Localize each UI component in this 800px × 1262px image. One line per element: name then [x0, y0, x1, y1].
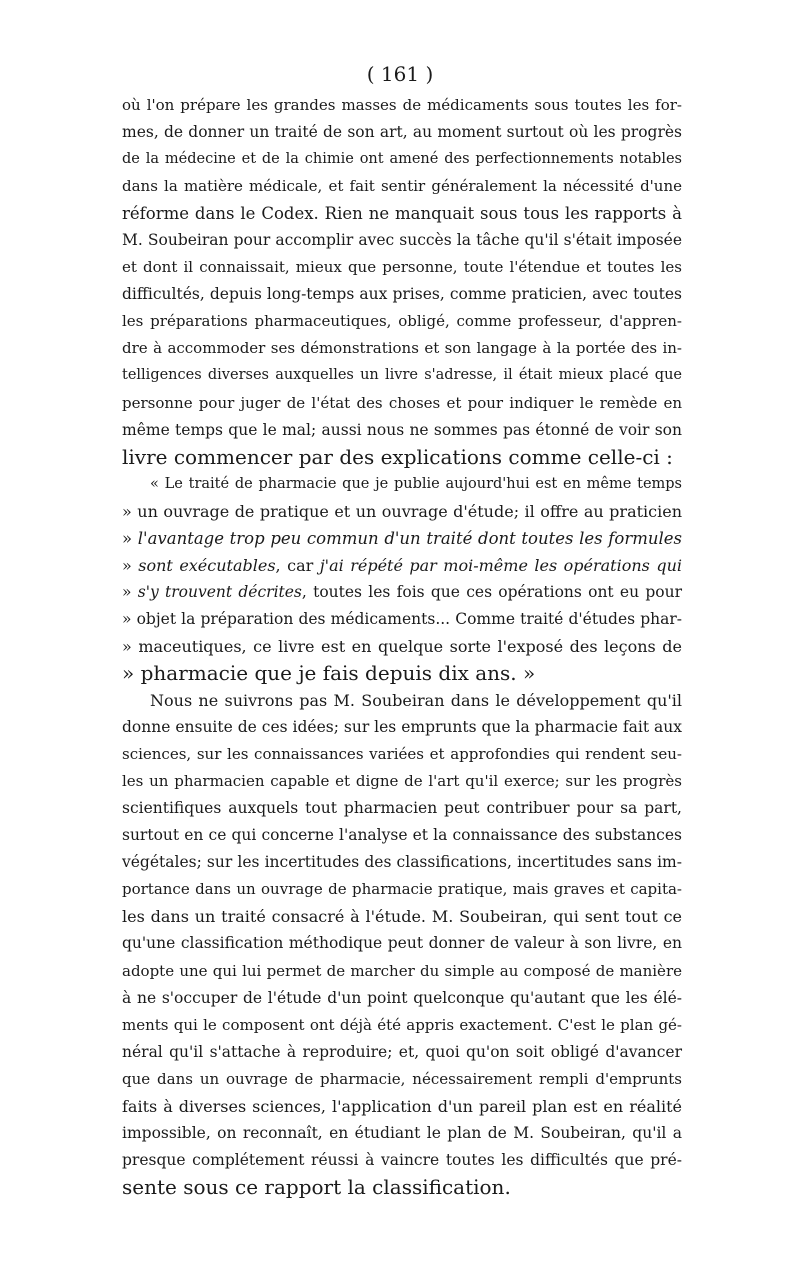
- text-line: [122, 308, 682, 335]
- text-line: [122, 281, 682, 308]
- text-segment: que dans un ouvrage de pharmacie, nécessairement rempli d'emprunts: [122, 1069, 682, 1088]
- text-segment: , car: [275, 555, 320, 575]
- text-segment: , toutes les fois que ces opérations ont eu pour: [301, 582, 683, 601]
- text-segment: » un ouvrage de pratique et un ouvrage d'étude; il offre au praticien: [122, 501, 682, 521]
- text-segment: » pharmacie que je fais depuis dix ans. »: [122, 660, 536, 685]
- text-line: [122, 525, 682, 552]
- italic-text: s'y trouvent décrites: [137, 582, 302, 601]
- text-segment: livre commencer par des explications comme celle-ci :: [122, 444, 673, 469]
- text-segment: « Le traité de pharmacie que je publie aujourd'hui est en même temps: [150, 475, 682, 492]
- body-text: [122, 92, 682, 1201]
- text-line: [122, 985, 682, 1012]
- italic-text: j'ai répété par moi-même les opérations qui: [319, 555, 682, 575]
- text-segment: végétales; sur les incertitudes des classifications, incertitudes sans im-: [122, 853, 682, 872]
- text-segment: les préparations pharmaceutiques, obligé, comme professeur, d'appren-: [122, 312, 682, 331]
- text-line: [122, 119, 682, 146]
- text-line: [122, 390, 682, 417]
- text-line: [122, 714, 682, 741]
- text-segment: Nous ne suivrons pas M. Soubeiran dans le développement qu'il: [150, 691, 682, 711]
- text-segment: à ne s'occuper de l'étude d'un point quelconque qu'autant que les élé-: [122, 988, 682, 1007]
- text-line: [122, 876, 682, 903]
- text-segment: adopte une qui lui permet de marcher du simple au composé de manière: [122, 961, 682, 980]
- text-line: [122, 362, 682, 389]
- text-line: [122, 444, 682, 471]
- text-line: [122, 471, 682, 498]
- text-line: [122, 417, 682, 444]
- text-line: [122, 92, 682, 119]
- text-line: [122, 903, 682, 930]
- text-line: [122, 660, 682, 687]
- text-segment: personne pour juger de l'état des choses et pour indiquer le remède en: [122, 393, 682, 412]
- text-line: [122, 173, 682, 200]
- page-number: ( 161 ): [366, 62, 434, 86]
- text-segment: »: [122, 555, 139, 575]
- text-line: [122, 958, 682, 985]
- text-segment: donne ensuite de ces idées; sur les emprunts que la pharmacie fait aux: [122, 718, 682, 737]
- italic-text: l'avantage trop peu commun d'un traité dont toutes les formules: [137, 528, 683, 548]
- text-segment: portance dans un ouvrage de pharmacie pratique, mais graves et capita-: [122, 880, 682, 899]
- text-line: [122, 633, 682, 660]
- text-line: [122, 498, 682, 525]
- text-segment: sciences, sur les connaissances variées et approfondies qui rendent seu-: [122, 745, 682, 764]
- text-line: [122, 1093, 682, 1120]
- text-line: [122, 768, 682, 795]
- italic-text: sont exécutables: [138, 555, 276, 575]
- text-segment: presque complétement réussi à vaincre toutes les difficultés que pré-: [122, 1150, 682, 1169]
- text-segment: les un pharmacien capable et digne de l'art qu'il exerce; sur les progrès: [122, 772, 682, 791]
- text-segment: les dans un traité consacré à l'étude. M. Soubeiran, qui sent tout ce: [122, 907, 682, 927]
- text-line: [122, 1120, 682, 1147]
- text-line: [122, 200, 682, 227]
- text-segment: »: [122, 582, 138, 601]
- text-line: [122, 1039, 682, 1066]
- text-segment: faits à diverses sciences, l'application d'un pareil plan est en réalité: [122, 1096, 682, 1116]
- text-segment: qu'une classification méthodique peut donner de valeur à son livre, en: [122, 934, 682, 953]
- text-line: [122, 552, 682, 579]
- text-line: [122, 795, 682, 822]
- text-segment: M. Soubeiran pour accomplir avec succès la tâche qu'il s'était imposée: [122, 231, 682, 250]
- text-line: [122, 227, 682, 254]
- text-line: [122, 1012, 682, 1039]
- text-segment: »: [122, 528, 138, 548]
- text-segment: » maceutiques, ce livre est en quelque sorte l'exposé des leçons de: [122, 636, 682, 656]
- text-segment: difficultés, depuis long-temps aux prises, comme praticien, avec toutes: [122, 285, 682, 304]
- text-segment: sente sous ce rapport la classification.: [122, 1174, 511, 1199]
- text-segment: néral qu'il s'attache à reproduire; et, quoi qu'on soit obligé d'avancer: [122, 1042, 682, 1061]
- text-segment: même temps que le mal; aussi nous ne sommes pas étonné de voir son: [122, 420, 682, 439]
- text-segment: ments qui le composent ont déjà été appris exactement. C'est le plan gé-: [122, 1015, 682, 1034]
- text-line: [122, 606, 682, 633]
- text-line: [122, 687, 682, 714]
- text-line: [122, 930, 682, 957]
- text-line: [122, 822, 682, 849]
- text-line: [122, 1066, 682, 1093]
- text-line: [122, 1147, 682, 1174]
- text-segment: impossible, on reconnaît, en étudiant le plan de M. Soubeiran, qu'il a: [122, 1123, 682, 1142]
- text-segment: réforme dans le Codex. Rien ne manquait sous tous les rapports à: [122, 204, 682, 224]
- text-segment: mes, de donner un traité de son art, au moment surtout où les progrès: [122, 123, 682, 142]
- text-line: [122, 335, 682, 362]
- text-line: [122, 1174, 682, 1201]
- text-segment: scientifiques auxquels tout pharmacien peut contribuer pour sa part,: [122, 799, 682, 818]
- text-line: [122, 579, 682, 606]
- text-line: [122, 849, 682, 876]
- text-segment: et dont il connaissait, mieux que personne, toute l'étendue et toutes les: [122, 258, 682, 277]
- text-segment: de la médecine et de la chimie ont amené des perfectionnements notables: [122, 151, 682, 168]
- text-line: [122, 146, 682, 173]
- text-segment: dans la matière médicale, et fait sentir généralement la nécessité d'une: [122, 177, 682, 196]
- text-line: [122, 254, 682, 281]
- text-segment: dre à accommoder ses démonstrations et son langage à la portée des in-: [122, 339, 682, 358]
- text-line: [122, 741, 682, 768]
- text-segment: surtout en ce qui concerne l'analyse et la connaissance des substances: [122, 826, 682, 845]
- text-segment: » objet la préparation des médicaments... Comme traité d'études phar-: [122, 609, 682, 628]
- text-segment: telligences diverses auxquelles un livre s'adresse, il était mieux placé que: [122, 367, 682, 384]
- text-segment: où l'on prépare les grandes masses de médicaments sous toutes les for-: [122, 96, 682, 114]
